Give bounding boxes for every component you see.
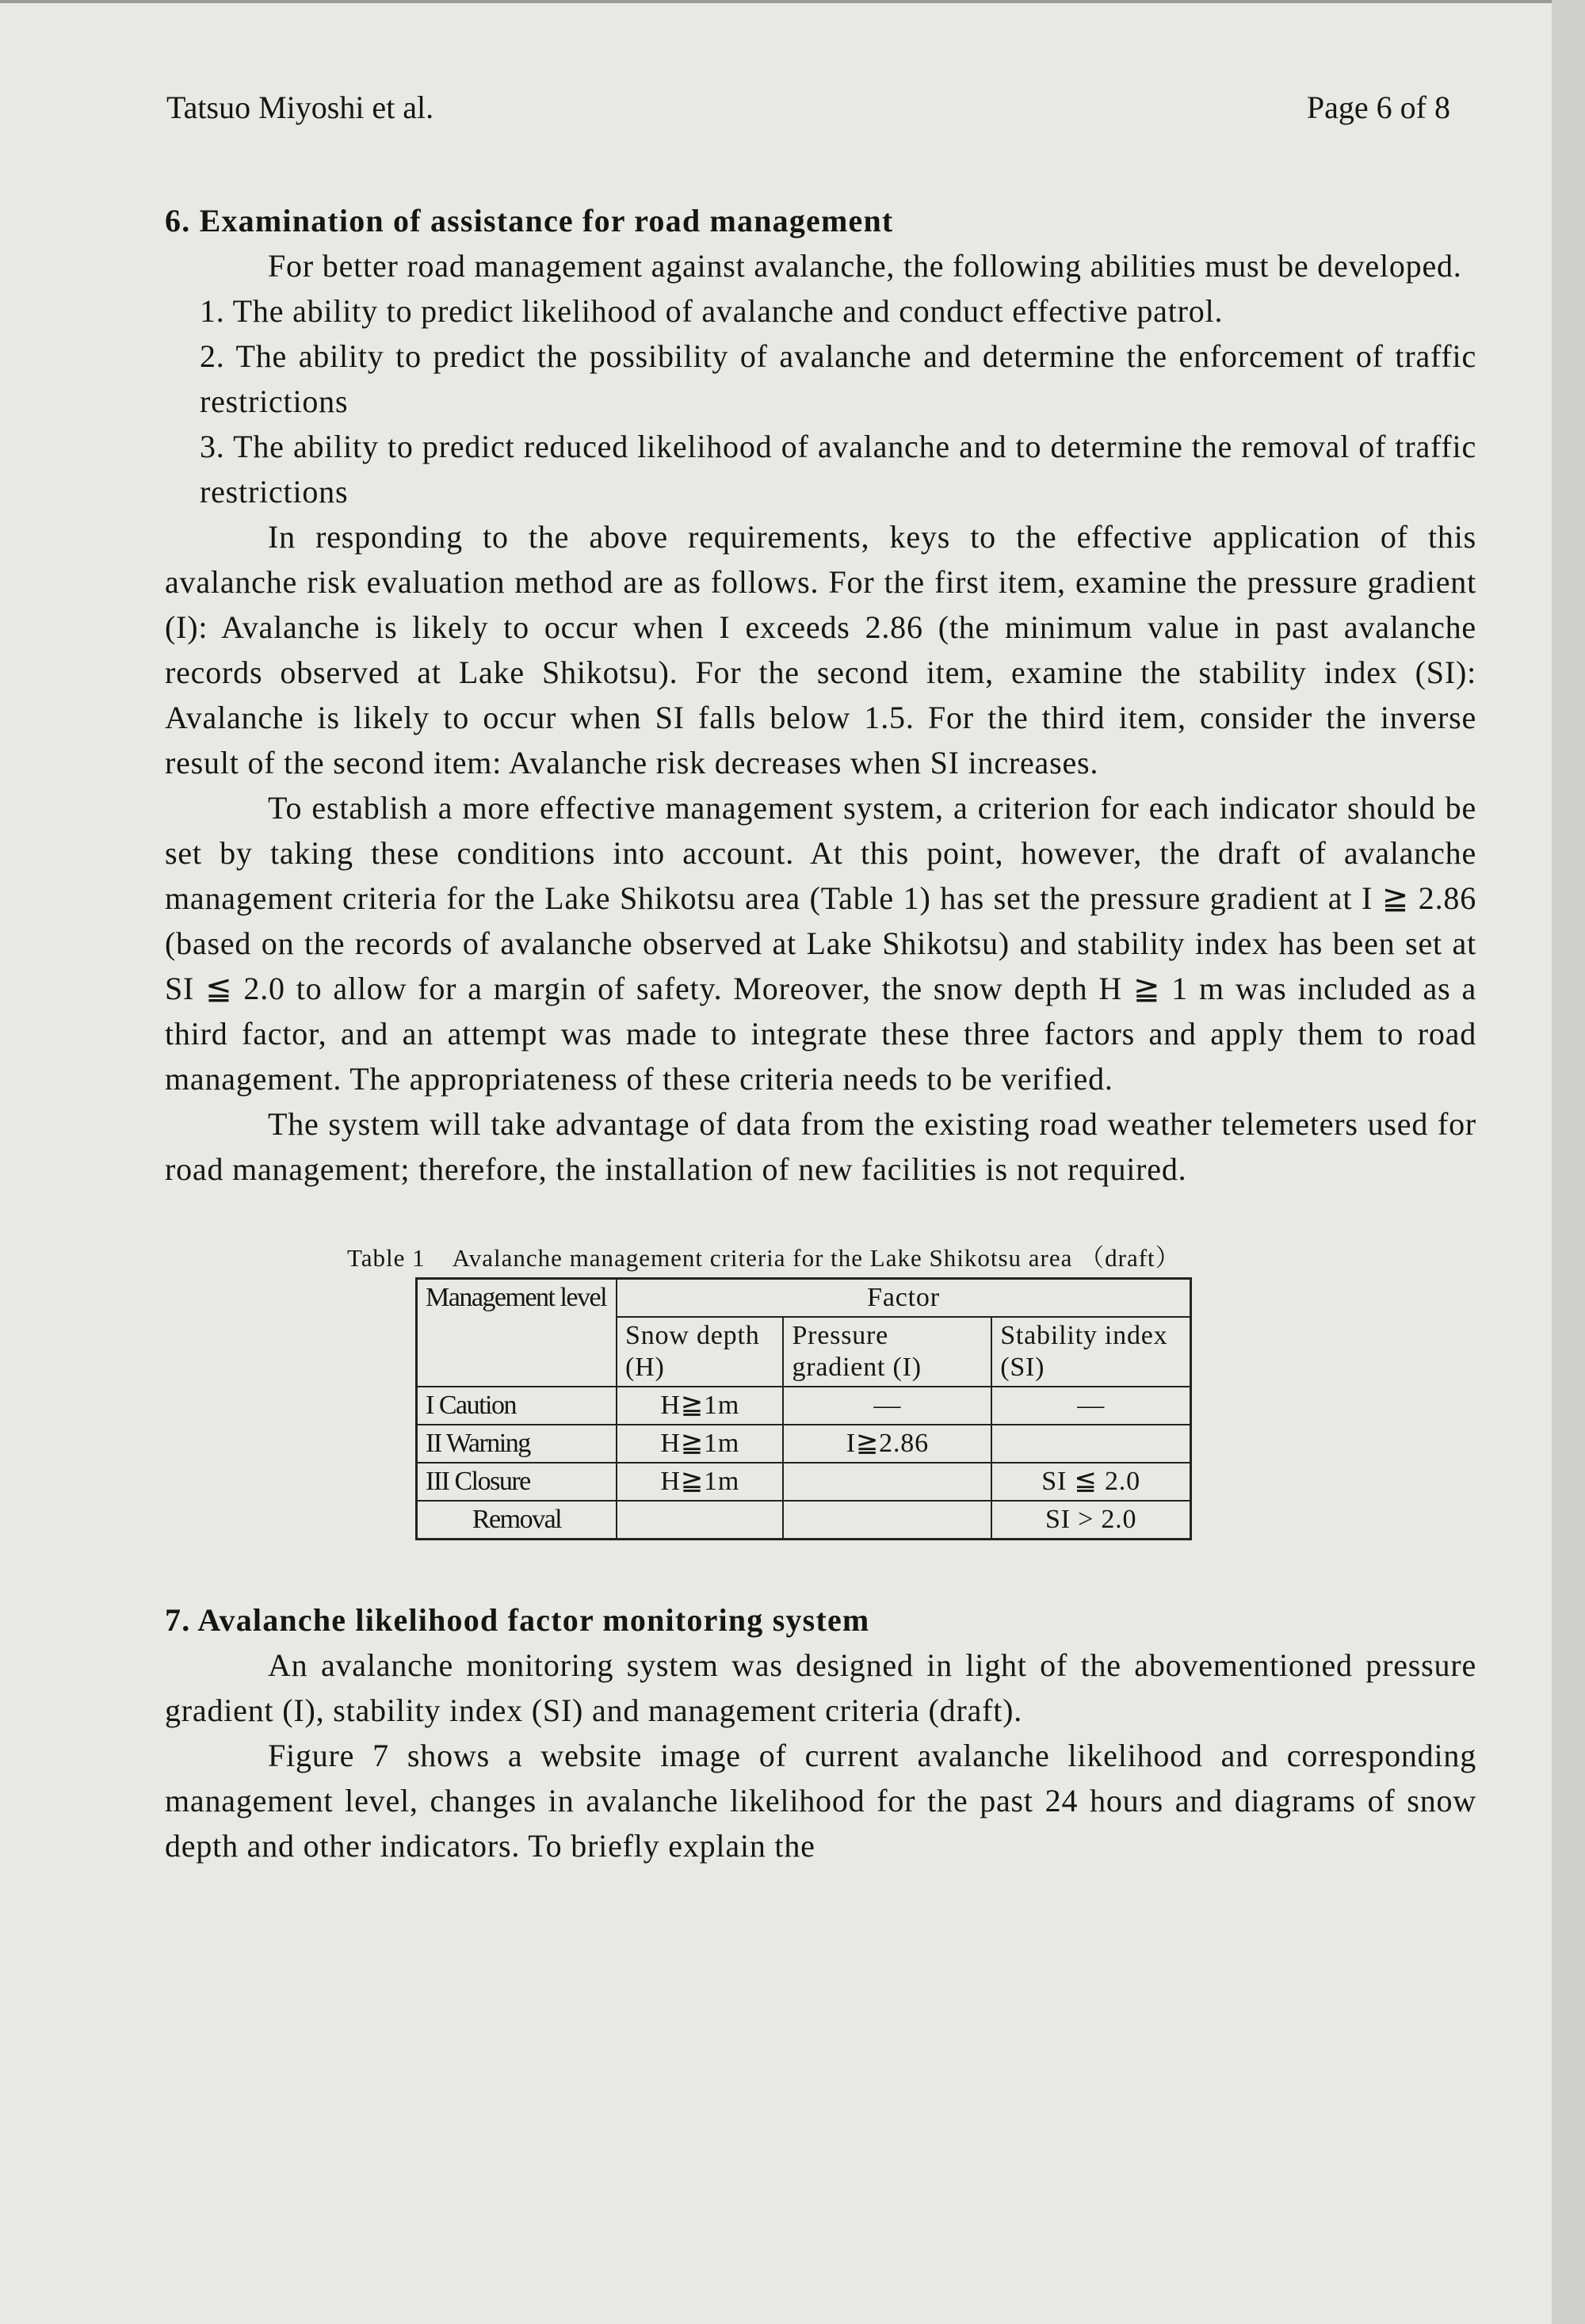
- list-item: 2. The ability to predict the possibility of avalanche and determine the enforcement of traffic restrictions: [200, 338, 1476, 419]
- header-pressure-gradient: Pressure gradient (I): [783, 1317, 991, 1387]
- row-stability: [991, 1425, 1190, 1463]
- table-header-row: [417, 1279, 1191, 1318]
- table-row: [417, 1501, 1191, 1540]
- row-level: I Caution: [417, 1387, 617, 1425]
- table-1-block: [347, 1242, 1298, 1540]
- row-pressure: —: [783, 1387, 991, 1425]
- row-pressure: I≧2.86: [783, 1425, 991, 1463]
- row-stability: SI > 2.0: [991, 1501, 1190, 1540]
- author-line: Tatsuo Miyoshi et al.: [166, 90, 434, 125]
- section-6-paragraph-1: In responding to the above requirements, keys to the effective application of this avalanche risk evaluation method are as follows. For the first item, examine the pressure gradient (I): Avalanche is likely to occur when I exceeds 2.86 (the minimum value in past avalanche records observed at Lake Shikotsu). For the second item, examine the stability index (SI): Avalanche is likely to occur when SI falls below 1.5. For the third item, consider the inverse result of the second item: Avalanche risk decreases when SI increases.: [165, 519, 1476, 780]
- row-level: II Warning: [417, 1425, 617, 1463]
- table-caption-text: Avalanche management criteria for the Lake Shikotsu area （draft）: [452, 1244, 1181, 1272]
- page-number: Page 6 of 8: [1306, 90, 1450, 125]
- row-stability: SI ≦ 2.0: [991, 1463, 1190, 1501]
- table-caption: [347, 1242, 1298, 1274]
- table-row: [417, 1387, 1191, 1425]
- row-level: III Closure: [417, 1463, 617, 1501]
- row-pressure: [783, 1501, 991, 1540]
- section-6-title: 6. Examination of assistance for road management: [165, 203, 894, 239]
- section-6-intro: For better road management against avalanche, the following abilities must be developed.: [268, 248, 1462, 284]
- abilities-list: [165, 288, 1476, 514]
- header-stability-index: Stability index (SI): [991, 1317, 1190, 1387]
- row-snow: H≧1m: [617, 1387, 783, 1425]
- scan-edge: [1552, 0, 1585, 2324]
- row-stability: —: [991, 1387, 1190, 1425]
- section-7-paragraph-2: Figure 7 shows a website image of current avalanche likelihood and corresponding management level, changes in avalanche likelihood for the past 24 hours and diagrams of snow depth and other indicators. To briefly explain the: [165, 1738, 1476, 1864]
- section-7-title: 7. Avalanche likelihood factor monitoring system: [165, 1602, 870, 1638]
- header-management-level: Management level: [417, 1279, 617, 1387]
- row-pressure: [783, 1463, 991, 1501]
- section-7-paragraph-1: An avalanche monitoring system was designed in light of the abovementioned pressure gradient (I), stability index (SI) and management criteria (draft).: [165, 1647, 1476, 1728]
- section-6-paragraph-3: The system will take advantage of data from the existing road weather telemeters used for road management; therefore, the installation of new facilities is not required.: [165, 1106, 1476, 1187]
- row-snow: H≧1m: [617, 1463, 783, 1501]
- criteria-table: [415, 1277, 1192, 1540]
- row-snow: [617, 1501, 783, 1540]
- table-row: [417, 1463, 1191, 1501]
- top-border: [0, 0, 1552, 3]
- section-6-paragraph-2: To establish a more effective management system, a criterion for each indicator should be set by taking these conditions into account. At this point, however, the draft of avalanche management criteria for the Lake Shikotsu area (Table 1) has set the pressure gradient at I ≧ 2.86 (based on the records of avalanche observed at Lake Shikotsu) and stability index has been set at SI ≦ 2.0 to allow for a margin of safety. Moreover, the snow depth H ≧ 1 m was included as a third factor, and an attempt was made to integrate these three factors and apply them to road management. The appropriateness of these criteria needs to be verified.: [165, 790, 1476, 1097]
- row-snow: H≧1m: [617, 1425, 783, 1463]
- section-7: [165, 1597, 1476, 1868]
- header-snow-depth: Snow depth (H): [617, 1317, 783, 1387]
- row-level: Removal: [417, 1501, 617, 1540]
- list-item: 3. The ability to predict reduced likelihood of avalanche and to determine the removal of traffic restrictions: [200, 429, 1476, 509]
- table-row: [417, 1425, 1191, 1463]
- header-factor: Factor: [617, 1279, 1191, 1318]
- table-caption-number: Table 1: [347, 1244, 426, 1272]
- body-content: [165, 198, 1476, 1868]
- list-item: 1. The ability to predict likelihood of avalanche and conduct effective patrol.: [200, 293, 1224, 329]
